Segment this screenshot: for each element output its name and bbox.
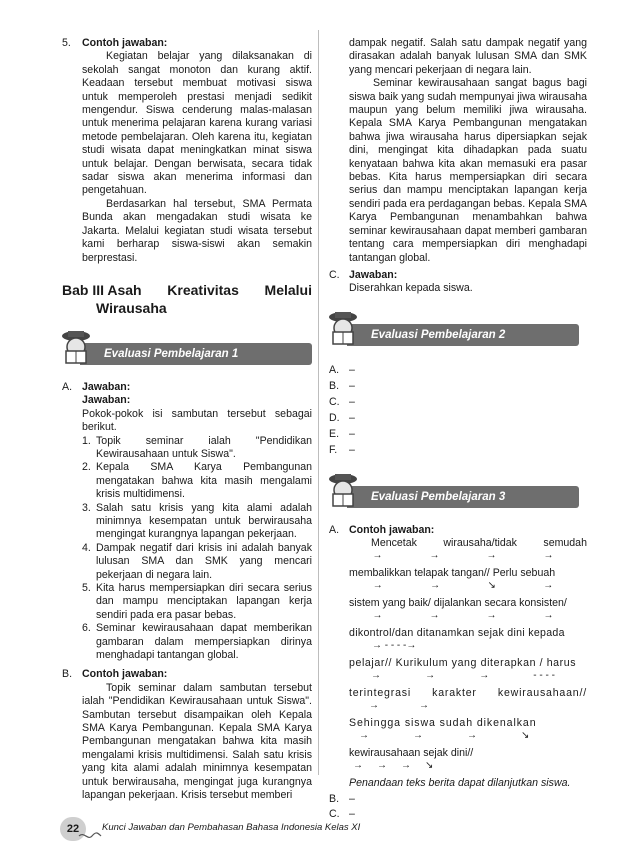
page-number: 22 [66, 823, 80, 835]
item-label: D. [329, 411, 340, 424]
paragraph: Topik seminar dalam sambutan tersebut ialah "Pendidikan Kewirausahaan untuk Siswa". Sambutan tersebut disampaikan oleh Kepala SMA Karya Pembangunan. Kepala SMA Karya Pembangunan mengatakan bahwa kita masih mengalami krisis multidimensi. Salah satu krisis yang kita alami adalah minimnya kesempatan untuk berwirausaha, mengingat juga kurangnya lapangan pekerjaan. Krisis tersebut memberi [82, 681, 312, 802]
numbered-point [82, 622, 312, 662]
item-label: 5. [62, 37, 71, 49]
paragraph: dampak negatif. Salah satu dampak negatif yang dirasakan adalah banyak lulusan SMA dan SMK yang mencari pekerjaan di negara lain. [349, 37, 587, 76]
marked-line: pelajar// Kurikulum yang diterapkan / harus [349, 656, 577, 669]
numbered-point [82, 461, 312, 501]
item-label: A. [329, 363, 340, 376]
point-text: Salah satu krisis yang kita alami adalah minimnya kesempatan untuk berwirausaha mengingat kurangnya lapangan pekerjaan. [96, 501, 312, 541]
point-number: 2. [82, 461, 91, 474]
marked-line: sistem yang baik/ dijalankan secara konsisten/ [349, 596, 567, 609]
section-banner-2 [325, 308, 587, 352]
chapter-word: Wirausaha [96, 299, 167, 316]
marked-line: Sehingga siswa sudah dikenalkan [349, 716, 537, 729]
item-label: B. [329, 379, 340, 392]
evaluation-3-rest [329, 792, 587, 822]
answer-section-C [329, 269, 587, 296]
marked-line: kewirausahaan sejak dini// [349, 746, 474, 759]
answer-row [329, 442, 587, 458]
arrow-row: → → → ↘ [359, 729, 530, 741]
marked-line: membalikkan telapak tangan// Perlu sebuah [349, 566, 556, 579]
point-text: Seminar kewirausahaan dapat memberikan gambaran dalam mempersiapkan dirinya menghadapi tantangan global. [96, 622, 312, 662]
point-text: Dampak negatif dari krisis ini adalah banyak lulusan SMA dan SMK yang mencari pekerjaan di negara lain. [96, 541, 312, 581]
point-text: Kepala SMA Karya Pembangunan mengatakan bahwa kita masih mengalami krisis multidimensi. [96, 461, 312, 501]
right-column [329, 37, 587, 822]
paragraph: Seminar kewirausahaan sangat bagus bagi siswa baik yang sudah mempunyai jiwa wirausaha maupun yang belum memiliki jiwa wirausaha. Kepala SMA Karya Pembangunan mengatakan bahwa jiwa wirausaha harus dipersiapkan sejak dini, mengingat kita dihadapkan pada suatu kenyataan bahwa kita akan memasuki era pasar bebas. Kita harus mempersiapkan diri secara serius dan mampu menciptakan lapangan kerja sendiri pada era perdagangan bebas. Kepala SMA Karya Pembangunan menambahkan bahwa seminar kewirausahaan dapat memberi gambaran tentang cara mempersiapkan diri menghadapi tantangan global. [349, 77, 587, 264]
item-title: Contoh jawaban: [82, 668, 168, 681]
item-title: Jawaban: [349, 268, 398, 281]
item-value: – [349, 363, 355, 376]
chapter-word: Bab III Asah [62, 281, 142, 298]
numbered-point [82, 435, 312, 462]
point-number: 5. [82, 582, 91, 594]
swirl-decoration-icon [78, 831, 102, 841]
chapter-word: Melalui [264, 281, 312, 298]
answer-row [329, 410, 587, 426]
answer-section-ev3-A [329, 524, 587, 790]
answer-section-B [62, 668, 312, 802]
marked-line: terintegrasi karakter kewirausahaan// [349, 686, 587, 699]
section-banner-1 [58, 327, 312, 371]
answer-row [329, 792, 587, 807]
numbered-point [82, 542, 312, 582]
column-divider [318, 30, 319, 775]
item-title: Contoh jawaban: [82, 37, 168, 49]
answer-row [329, 426, 587, 442]
note-text: Penandaan teks berita dapat dilanjutkan siswa. [349, 776, 571, 789]
left-column [62, 37, 312, 803]
item-label: B. [62, 668, 73, 681]
item-text: Diserahkan kepada siswa. [349, 282, 473, 295]
item-subtitle: Jawaban: [82, 394, 131, 407]
item-value: – [349, 443, 355, 456]
arrow-row: → → [369, 699, 429, 711]
point-number: 1. [82, 434, 91, 447]
numbered-point [82, 502, 312, 542]
arrow-row: → - - - -→ [371, 639, 417, 651]
point-number: 4. [82, 541, 91, 554]
banner-title: Evaluasi Pembelajaran 3 [371, 490, 506, 503]
arrow-row: → → → - - - - [371, 669, 555, 681]
arrow-row: → → → → [372, 609, 554, 621]
item-label: C. [329, 807, 340, 820]
point-number: 3. [82, 501, 91, 514]
banner-title: Evaluasi Pembelajaran 2 [371, 328, 506, 341]
item-value: – [349, 379, 355, 392]
item-title: Jawaban: [82, 380, 131, 393]
answer-row [329, 378, 587, 394]
arrow-row: → → → ↘ [353, 759, 434, 771]
item-title: Contoh jawaban: [349, 523, 435, 536]
paragraph: Kegiatan belajar yang dilaksanakan di sekolah sangat monoton dan kurang aktif. Keadaan tersebut membuat motivasi siswa untuk memperoleh prestasi menjadi sedikit mengendur. Siswa cenderung malas-malasan untuk menerima pelajaran karena kurang variasi metode pembelajaran. Oleh karena itu, kegiatan studi wisata dapat meningkatkan minat siswa untuk belajar. Dengan berwisata, secara tidak sadar siswa akan menerima informasi dan pengetahuan. [82, 50, 312, 197]
arrow-row: → → ↘ → [372, 579, 554, 591]
point-text: Topik seminar ialah "Pendidikan Kewirausahaan untuk Siswa". [96, 434, 312, 460]
section-banner-3 [325, 470, 587, 514]
item-label: E. [329, 427, 340, 440]
chapter-word: Kreativitas [167, 281, 239, 298]
item-value: – [349, 395, 355, 408]
answer-row [329, 807, 587, 822]
student-reading-icon [58, 327, 98, 367]
numbered-point [82, 582, 312, 622]
item-label: C. [329, 395, 340, 408]
arrow-row: → → → → [372, 549, 554, 561]
item-value: – [349, 427, 355, 440]
student-reading-icon [325, 470, 365, 510]
item-label: B. [329, 792, 340, 805]
item-label: C. [329, 268, 340, 281]
item-value: – [349, 807, 355, 820]
marked-line: dikontrol/dan ditanamkan sejak dini kepada [349, 626, 565, 639]
paragraph: Berdasarkan hal tersebut, SMA Permata Bunda akan mengadakan studi wisata ke Jakarta. Melalui kegiatan studi wisata tersebut kami berharap siswa-siswi akan semakin berprestasi. [82, 197, 312, 264]
student-reading-icon [325, 308, 365, 348]
item-value: – [349, 792, 355, 805]
point-number: 6. [82, 622, 91, 635]
item-label: A. [62, 380, 73, 393]
evaluation-2-list [329, 362, 587, 458]
answer-section-A [62, 381, 312, 663]
points-list [82, 435, 312, 663]
answer-row [329, 394, 587, 410]
footer-text: Kunci Jawaban dan Pembahasan Bahasa Indonesia Kelas XI [102, 822, 361, 833]
item-value: – [349, 411, 355, 424]
intro-text: Pokok-pokok isi sambutan tersebut sebagai berikut. [82, 407, 312, 434]
answer-row [329, 362, 587, 378]
answer-item-5 [62, 37, 312, 265]
item-label: A. [329, 523, 340, 536]
item-label: F. [329, 443, 338, 456]
banner-title: Evaluasi Pembelajaran 1 [104, 347, 239, 360]
chapter-heading [62, 281, 312, 317]
point-text: Kita harus mempersiapkan diri secara serius dan mampu menciptakan lapangan kerja sendiri pada era pasar bebas. [96, 582, 312, 621]
marked-line: Mencetak wirausaha/tidak semudah [371, 536, 587, 549]
page-footer [60, 817, 360, 841]
